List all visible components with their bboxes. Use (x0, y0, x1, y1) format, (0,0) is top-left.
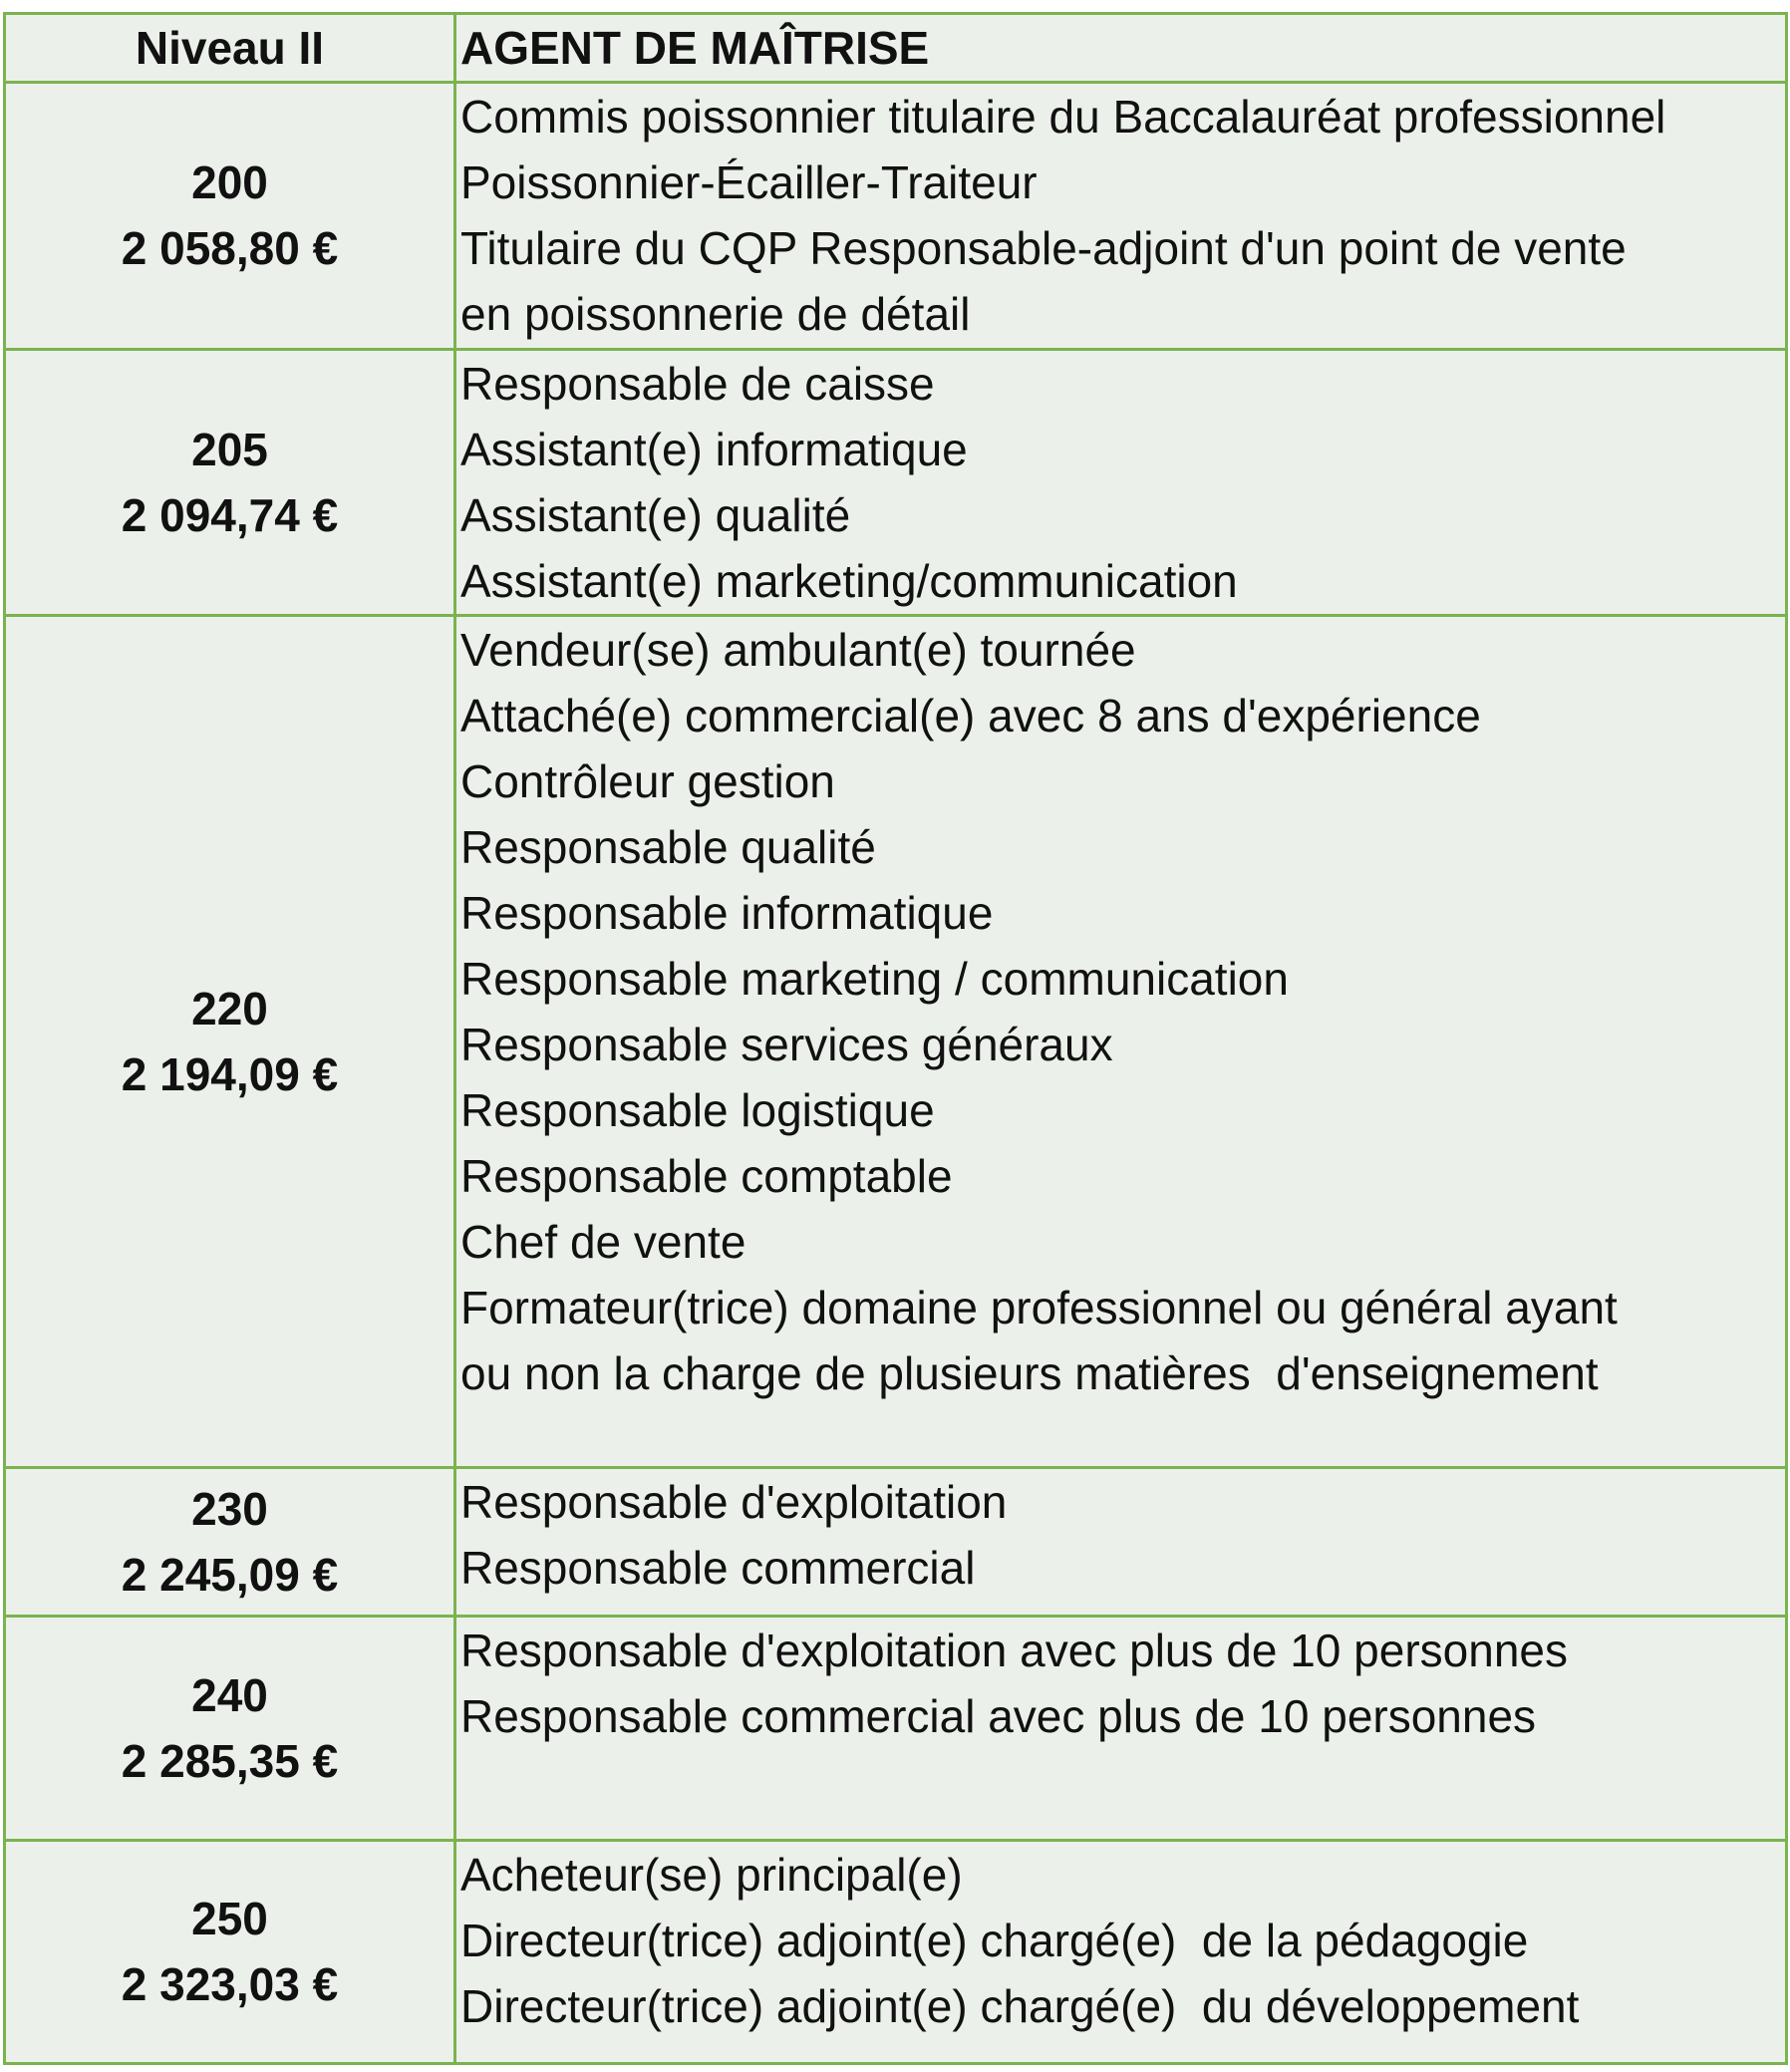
coefficient: 240 (191, 1668, 268, 1721)
table-row (5, 1617, 1787, 1840)
job-title: Directeur(trice) adjoint(e) chargé(e) du développement (460, 1979, 1580, 2032)
level-cell (5, 1840, 455, 2063)
salary: 2 058,80 € (121, 222, 339, 275)
job-title: ou non la charge de plusieurs matières d'enseignement (460, 1347, 1599, 1400)
jobs-cell (455, 1840, 1787, 2063)
coefficient: 205 (191, 423, 268, 475)
level-cell (5, 616, 455, 1468)
job-title: Chef de vente (460, 1216, 746, 1269)
job-title: Titulaire du CQP Responsable-adjoint d'un point de vente (460, 222, 1627, 275)
job-title: en poissonnerie de détail (460, 288, 971, 341)
job-title: Poissonnier-Écailler-Traiteur (460, 156, 1038, 209)
level-cell (5, 349, 455, 616)
level-cell (5, 83, 455, 350)
job-title: Responsable d'exploitation (460, 1475, 1008, 1528)
job-title: Commis poissonnier titulaire du Baccalauréat professionnel (460, 91, 1666, 144)
job-title: Responsable services généraux (460, 1019, 1113, 1071)
job-title: Vendeur(se) ambulant(e) tournée (460, 624, 1136, 677)
coefficient: 220 (191, 982, 268, 1035)
job-title: Responsable d'exploitation avec plus de 10 personnes (460, 1625, 1568, 1677)
coefficient: 230 (191, 1482, 268, 1535)
classification-table (3, 12, 1788, 2065)
job-title: Acheteur(se) principal(e) (460, 1848, 963, 1901)
jobs-cell (455, 1617, 1787, 1840)
job-title: Assistant(e) marketing/communication (460, 554, 1238, 607)
level-header: Niveau II (5, 14, 455, 83)
job-title: Responsable informatique (460, 887, 994, 940)
job-title: Responsable logistique (460, 1084, 935, 1137)
jobs-cell (455, 616, 1787, 1468)
category-header: AGENT DE MAÎTRISE (455, 14, 1787, 83)
table-row (5, 616, 1787, 1468)
job-title: Responsable commercial (460, 1541, 976, 1594)
job-title: Contrôleur gestion (460, 755, 835, 808)
jobs-cell (455, 1467, 1787, 1616)
job-title: Assistant(e) informatique (460, 423, 968, 475)
job-title: Responsable de caisse (460, 357, 935, 410)
table-row (5, 1840, 1787, 2063)
salary: 2 285,35 € (121, 1734, 339, 1787)
salary: 2 194,09 € (121, 1047, 339, 1100)
table-row (5, 349, 1787, 616)
jobs-cell (455, 349, 1787, 616)
salary: 2 094,74 € (121, 488, 339, 541)
job-title: Formateur(trice) domaine professionnel ou général ayant (460, 1282, 1618, 1334)
table-row (5, 1467, 1787, 1616)
level-cell (5, 1617, 455, 1840)
level-cell (5, 1467, 455, 1616)
coefficient: 200 (191, 156, 268, 209)
salary: 2 245,09 € (121, 1548, 339, 1601)
table-row (5, 83, 1787, 350)
job-title: Assistant(e) qualité (460, 488, 851, 541)
job-title: Responsable marketing / communication (460, 953, 1289, 1006)
job-title: Responsable commercial avec plus de 10 personnes (460, 1690, 1537, 1743)
job-title: Directeur(trice) adjoint(e) chargé(e) de la pédagogie (460, 1914, 1529, 1966)
jobs-cell (455, 83, 1787, 350)
coefficient: 250 (191, 1893, 268, 1945)
job-title: Responsable qualité (460, 821, 876, 874)
job-title: Responsable comptable (460, 1150, 953, 1203)
salary: 2 323,03 € (121, 1958, 339, 2011)
header-row (5, 14, 1787, 83)
job-title: Attaché(e) commercial(e) avec 8 ans d'expérience (460, 690, 1481, 742)
